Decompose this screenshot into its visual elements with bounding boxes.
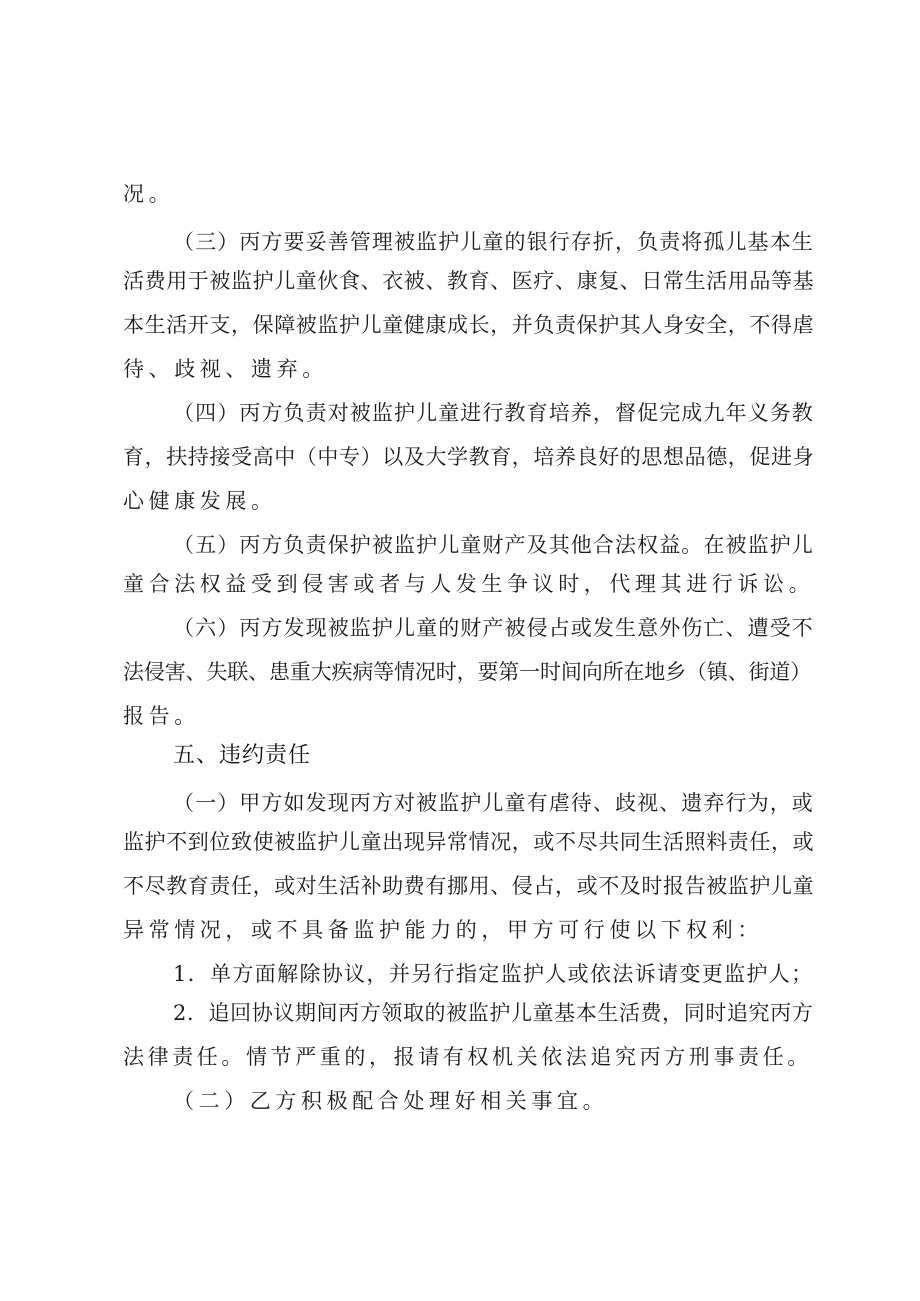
paragraph-line: 不尽教育责任，或对生活补助费有挪用、侵占，或不及时报告被监护儿童	[123, 874, 815, 898]
paragraph-line: （一）甲方如发现丙方对被监护儿童有虐待、歧视、遗弃行为，或	[173, 791, 814, 815]
paragraph-line: 童合法权益受到侵害或者与人发生争议时，代理其进行诉讼。	[123, 572, 815, 596]
paragraph-line: （二）乙方积极配合处理好相关事宜。	[173, 1089, 609, 1113]
list-item: 2．追回协议期间丙方领取的被监护儿童基本生活费，同时追究丙方	[173, 1001, 814, 1025]
paragraph-line: 活费用于被监护儿童伙食、衣被、教育、医疗、康复、日常生活用品等基	[123, 269, 815, 293]
paragraph-line: （五）丙方负责保护被监护儿童财产及其他合法权益。在被监护儿	[173, 533, 814, 557]
list-item: 1．单方面解除协议，并另行指定监护人或依法诉请变更监护人；	[173, 962, 814, 986]
paragraph-line: （三）丙方要妥善管理被监护儿童的银行存折，负责将孤儿基本生	[173, 230, 814, 254]
paragraph-line: 待、歧视、遗弃。	[123, 357, 328, 381]
paragraph-line: 法律责任。情节严重的，报请有权机关依法追究丙方刑事责任。	[123, 1045, 812, 1069]
paragraph-line: 育，扶持接受高中（中专）以及大学教育，培养良好的思想品德，促进身	[123, 445, 815, 469]
paragraph-line: 本生活开支，保障被监护儿童健康成长，并负责保护其人身安全，不得虐	[123, 313, 815, 337]
paragraph-line: 监护不到位致使被监护儿童出现异常情况，或不尽共同生活照料责任，或	[123, 830, 815, 854]
paragraph-line: 法侵害、失联、患重大疾病等情况时，要第一时间向所在地乡（镇、街道）	[123, 660, 812, 684]
paragraph-line: （四）丙方负责对被监护儿童进行教育培养，督促完成九年义务教	[173, 401, 814, 425]
paragraph-line: 异常情况，或不具备监护能力的，甲方可行使以下权利：	[123, 918, 763, 942]
paragraph-line: 况。	[123, 182, 175, 206]
paragraph-line: （六）丙方发现被监护儿童的财产被侵占或发生意外伤亡、遭受不	[173, 616, 814, 640]
paragraph-line: 心健康发展。	[123, 489, 277, 513]
section-heading: 五、违约责任	[173, 743, 312, 768]
paragraph-line: 报告。	[123, 704, 200, 728]
